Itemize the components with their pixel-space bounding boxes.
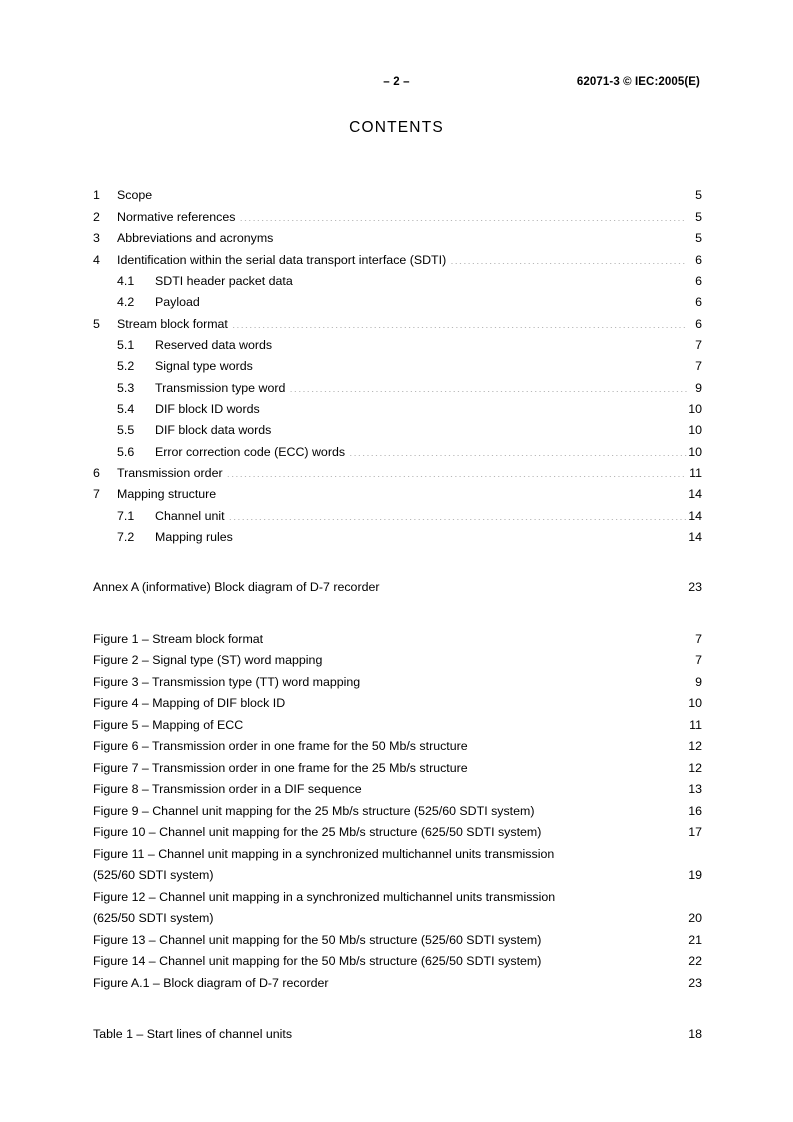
toc-figure-row[interactable] bbox=[93, 715, 702, 737]
figure-title-line1: Figure 12 – Channel unit mapping in a synchronized multichannel units transmission bbox=[93, 889, 556, 904]
page-folio: – 2 – bbox=[383, 76, 410, 88]
clause-page-number: 10 bbox=[688, 423, 702, 438]
dot-leader bbox=[297, 273, 687, 285]
toc-figure-row[interactable] bbox=[93, 650, 702, 672]
figure-title: Figure 4 – Mapping of DIF block ID bbox=[93, 696, 286, 711]
clause-page-number: 9 bbox=[695, 380, 702, 395]
clause-number: 5.4 bbox=[117, 401, 135, 416]
clause-title: Transmission type word bbox=[155, 380, 286, 395]
figure-title: Figure A.1 – Block diagram of D-7 recorder bbox=[93, 975, 329, 990]
toc-clause-row[interactable] bbox=[93, 463, 702, 485]
dot-leader bbox=[333, 975, 687, 987]
toc-figure-row[interactable] bbox=[93, 629, 702, 651]
figure-page-number: 17 bbox=[688, 825, 702, 840]
dot-leader bbox=[264, 401, 687, 413]
clause-page-number: 7 bbox=[695, 359, 702, 374]
clause-number: 7.1 bbox=[117, 508, 135, 523]
dot-leader bbox=[383, 579, 687, 591]
dot-leader bbox=[545, 824, 687, 836]
figure-page-number: 12 bbox=[688, 760, 702, 775]
toc-clause-row[interactable] bbox=[93, 527, 702, 548]
figure-title: Figure 1 – Stream block format bbox=[93, 631, 264, 646]
clause-page-number: 6 bbox=[695, 252, 702, 267]
clause-number: 4 bbox=[93, 252, 100, 267]
clause-number: 5.5 bbox=[117, 423, 135, 438]
figure-title-continuation: (625/50 SDTI system) bbox=[93, 911, 214, 926]
dot-leader bbox=[326, 652, 687, 664]
clause-title: Mapping rules bbox=[155, 530, 233, 545]
dot-leader bbox=[229, 507, 687, 519]
clause-title: Reserved data words bbox=[155, 338, 273, 353]
dot-leader bbox=[247, 717, 687, 729]
clause-title: SDTI header packet data bbox=[155, 274, 293, 288]
figure-title: Figure 5 – Mapping of ECC bbox=[93, 717, 244, 732]
clause-number: 7 bbox=[93, 487, 100, 502]
clause-page-number: 10 bbox=[688, 401, 702, 416]
table-page-number: 18 bbox=[688, 1027, 702, 1042]
toc-figure-row[interactable] bbox=[93, 973, 702, 995]
figure-page-number: 19 bbox=[688, 868, 702, 883]
annex-page-number: 23 bbox=[688, 580, 702, 595]
clause-number: 7.2 bbox=[117, 530, 135, 545]
dot-leader bbox=[296, 1026, 687, 1038]
dot-leader bbox=[289, 379, 687, 391]
figure-page-number: 22 bbox=[688, 954, 702, 969]
figure-title-continuation: (525/60 SDTI system) bbox=[93, 868, 214, 883]
clause-page-number: 5 bbox=[695, 188, 702, 202]
toc-clause-row[interactable] bbox=[93, 185, 702, 207]
clause-title: Transmission order bbox=[117, 465, 223, 480]
toc-annex-row[interactable] bbox=[93, 577, 702, 599]
toc-clause-row[interactable] bbox=[93, 292, 702, 313]
clause-number: 6 bbox=[93, 465, 100, 480]
dot-leader bbox=[156, 187, 687, 199]
figure-title: Figure 3 – Transmission type (TT) word mapping bbox=[93, 674, 361, 689]
clause-title: Channel unit bbox=[155, 508, 225, 523]
figure-title: Figure 14 – Channel unit mapping for the 50 Mb/s structure (625/50 SDTI system) bbox=[93, 954, 542, 969]
figure-page-number: 10 bbox=[688, 696, 702, 711]
figure-entry-list bbox=[93, 629, 702, 995]
toc-figure-row[interactable] bbox=[93, 693, 702, 715]
clause-number: 5.2 bbox=[117, 359, 135, 374]
figure-page-number: 12 bbox=[688, 739, 702, 754]
dot-leader bbox=[276, 337, 687, 349]
clause-page-number: 6 bbox=[695, 274, 702, 288]
clause-title: DIF block ID words bbox=[155, 401, 260, 416]
annex-title: Annex A (informative) Block diagram of D-7 recorder bbox=[93, 580, 380, 595]
clause-page-number: 7 bbox=[695, 338, 702, 353]
toc-figure-row[interactable] bbox=[93, 887, 702, 930]
clause-title: Error correction code (ECC) words bbox=[155, 444, 346, 459]
dot-leader bbox=[289, 695, 687, 707]
clause-title: Scope bbox=[117, 188, 153, 202]
clause-number: 5 bbox=[93, 316, 100, 331]
table-entry-list bbox=[93, 1024, 702, 1046]
clause-page-number: 10 bbox=[688, 444, 702, 459]
toc-figure-row[interactable] bbox=[93, 930, 702, 952]
clause-title: Abbreviations and acronyms bbox=[117, 231, 274, 245]
figure-title-line1: Figure 11 – Channel unit mapping in a synchronized multichannel units transmission bbox=[93, 846, 555, 861]
toc-figure-row[interactable] bbox=[93, 801, 702, 823]
dot-leader bbox=[227, 464, 687, 476]
figure-title-line2-with-page bbox=[93, 908, 702, 930]
clause-title: Signal type words bbox=[155, 359, 253, 374]
clause-title: DIF block data words bbox=[155, 423, 272, 438]
figure-title: Figure 6 – Transmission order in one frame for the 50 Mb/s structure bbox=[93, 739, 468, 754]
toc-clause-row[interactable] bbox=[93, 271, 702, 292]
clause-number: 4.2 bbox=[117, 295, 135, 310]
figure-page-number: 7 bbox=[695, 653, 702, 668]
dot-leader bbox=[275, 422, 687, 434]
clause-page-number: 6 bbox=[695, 316, 702, 331]
toc-clause-row[interactable] bbox=[93, 356, 702, 377]
toc-clause-row[interactable] bbox=[93, 207, 702, 229]
clause-page-number: 5 bbox=[695, 209, 702, 224]
clause-page-number: 5 bbox=[695, 231, 702, 245]
dot-leader bbox=[277, 230, 687, 242]
toc-clause-row[interactable] bbox=[93, 250, 702, 272]
dot-leader bbox=[472, 738, 687, 750]
dot-leader bbox=[349, 443, 687, 455]
clause-number: 1 bbox=[93, 188, 100, 202]
toc-clause-row[interactable] bbox=[93, 399, 702, 420]
figure-page-number: 9 bbox=[695, 674, 702, 689]
document-reference: 62071-3 © IEC:2005(E) bbox=[576, 76, 700, 88]
toc-figure-row[interactable] bbox=[93, 672, 702, 694]
figure-page-number: 16 bbox=[688, 803, 702, 818]
dot-leader bbox=[218, 867, 687, 879]
figure-page-number: 7 bbox=[695, 631, 702, 646]
clause-page-number: 11 bbox=[689, 465, 702, 480]
dot-leader bbox=[239, 208, 687, 220]
spacer-before-tables bbox=[93, 994, 702, 1024]
dot-leader bbox=[267, 631, 687, 643]
figure-title: Figure 2 – Signal type (ST) word mapping bbox=[93, 653, 323, 668]
running-header bbox=[93, 76, 700, 94]
clause-number: 5.1 bbox=[117, 338, 135, 353]
dot-leader bbox=[220, 486, 687, 498]
figure-title: Figure 8 – Transmission order in a DIF sequence bbox=[93, 782, 362, 797]
toc-figure-row[interactable] bbox=[93, 758, 702, 780]
clause-number: 4.1 bbox=[117, 274, 135, 288]
clause-title: Stream block format bbox=[117, 316, 228, 331]
toc-clause-row[interactable] bbox=[93, 378, 702, 399]
figure-page-number: 21 bbox=[688, 932, 702, 947]
figure-title: Figure 7 – Transmission order in one frame for the 25 Mb/s structure bbox=[93, 760, 468, 775]
clause-entry-list bbox=[93, 185, 702, 548]
dot-leader bbox=[545, 953, 687, 965]
figure-title: Figure 13 – Channel unit mapping for the 50 Mb/s structure (525/60 SDTI system) bbox=[93, 932, 542, 947]
toc-clause-row[interactable] bbox=[93, 506, 702, 527]
toc-clause-row[interactable] bbox=[93, 228, 702, 250]
clause-page-number: 14 bbox=[688, 530, 702, 545]
toc-clause-row[interactable] bbox=[93, 484, 702, 506]
toc-figure-row[interactable] bbox=[93, 822, 702, 844]
table-title: Table 1 – Start lines of channel units bbox=[93, 1027, 293, 1042]
clause-title: Normative references bbox=[117, 209, 236, 224]
spacer-before-figures bbox=[93, 599, 702, 629]
toc-clause-row[interactable] bbox=[93, 314, 702, 336]
clause-page-number: 14 bbox=[688, 508, 702, 523]
spacer-before-annexes bbox=[93, 548, 702, 577]
toc-clause-row[interactable] bbox=[93, 442, 702, 463]
dot-leader bbox=[366, 781, 687, 793]
figure-page-number: 13 bbox=[688, 782, 702, 797]
figure-title: Figure 10 – Channel unit mapping for the 25 Mb/s structure (625/50 SDTI system) bbox=[93, 825, 542, 840]
toc-figure-row[interactable] bbox=[93, 736, 702, 758]
page-title: CONTENTS bbox=[349, 119, 444, 136]
clause-title: Identification within the serial data transport interface (SDTI) bbox=[117, 252, 447, 267]
figure-title-line2-with-page bbox=[93, 865, 702, 887]
figure-page-number: 23 bbox=[688, 975, 702, 990]
dot-leader bbox=[364, 674, 687, 686]
dot-leader bbox=[232, 315, 687, 327]
clause-page-number: 6 bbox=[695, 295, 702, 310]
dot-leader bbox=[538, 803, 687, 815]
dot-leader bbox=[257, 358, 687, 370]
toc-figure-row[interactable] bbox=[93, 951, 702, 973]
toc-figure-row[interactable] bbox=[93, 779, 702, 801]
toc-clause-row[interactable] bbox=[93, 420, 702, 441]
dot-leader bbox=[450, 251, 687, 263]
figure-page-number: 11 bbox=[689, 717, 702, 732]
toc-table-row[interactable] bbox=[93, 1024, 702, 1046]
clause-title: Payload bbox=[155, 295, 200, 310]
dot-leader bbox=[237, 529, 687, 541]
clause-number: 5.3 bbox=[117, 380, 135, 395]
clause-number: 2 bbox=[93, 209, 100, 224]
dot-leader bbox=[545, 932, 687, 944]
figure-title: Figure 9 – Channel unit mapping for the 25 Mb/s structure (525/60 SDTI system) bbox=[93, 803, 535, 818]
dot-leader bbox=[472, 760, 687, 772]
clause-page-number: 14 bbox=[688, 487, 702, 502]
toc-figure-row[interactable] bbox=[93, 844, 702, 887]
figure-page-number: 20 bbox=[688, 911, 702, 926]
toc-clause-row[interactable] bbox=[93, 335, 702, 356]
annex-entry-list bbox=[93, 577, 702, 599]
clause-number: 3 bbox=[93, 231, 100, 245]
table-of-contents bbox=[93, 185, 702, 1046]
dot-leader bbox=[218, 910, 687, 922]
dot-leader bbox=[204, 294, 687, 306]
clause-number: 5.6 bbox=[117, 444, 135, 459]
clause-title: Mapping structure bbox=[117, 487, 217, 502]
